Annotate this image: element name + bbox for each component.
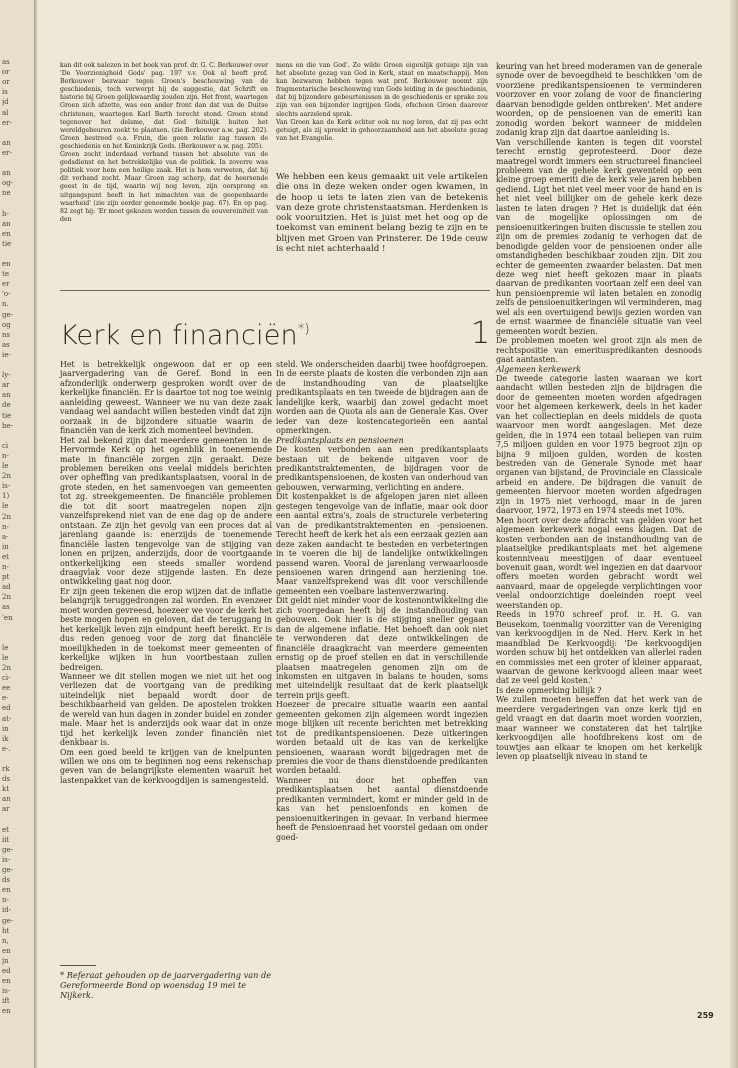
margin-fragment: id- [2, 906, 12, 915]
margin-fragment: en [2, 260, 11, 268]
margin-fragment: er- [2, 148, 12, 157]
margin-fragment: a- [2, 532, 9, 541]
page-number: 259 [697, 1011, 714, 1020]
margin-fragment: er [2, 280, 10, 289]
margin-fragment: ad [2, 583, 11, 592]
page-edge [730, 0, 738, 1068]
margin-fragment: iit [2, 835, 10, 844]
paragraph: Dit geldt niet minder voor de kostenontwikkeling die zich voorgedaan heeft bij de instandhouding van gebouwen. Ook hier is de stijging sneller gegaan dan de algemene inflatie. Het behoeft dan ook niet te verwonderen dat deze ontwikkelingen de financiële draagkracht van meerdere gemeenten ernstig op de proef stellen en dat in verschillende plaatsen maatregelen genomen zijn om de inkomsten en uitgaven in balans te houden, soms met uiteindelijk resultaat dat de kerk plaatselijk terrein prijs geeft. [276, 596, 488, 700]
margin-fragment: ge- [2, 916, 13, 925]
article-title-text: Kerk en financiën [60, 320, 298, 351]
paragraph: Wanneer nu door het opheffen van predikantsplaatsen het aantal dienstdoende predikanten vermindert, komt er minder geld in de kas van het pensioenfonds en komen de pensioenuitkeringen in gevaar. In verband hiermee heeft de Pensioenraad het voorstel gedaan om onder goed- [276, 775, 488, 842]
paragraph: steld. We onderscheiden daarbij twee hoofdgroepen. In de eerste plaats de kosten die verbonden zijn aan de instandhouding van de plaatselijke predikantsplaats en ten tweede de bijdragen aan de landelijke kerk, waarbij dan zowel gedacht moet worden aan de Quota als aan de Generale Kas. Over ieder van deze kostencategorieën een aantal opmerkingen. [276, 360, 488, 436]
margin-fragment: le [2, 653, 9, 662]
paragraph: Hoezeer de precaire situatie waarin een aantal gemeenten gekomen zijn algemeen wordt ingezien moge blijken uit recente berichten met betrekking tot de predikantspensioenen. Deze uitkeringen worden betaald uit de kas van de kerkelijke pensioenen, waaraan wordt bijgedragen met de premies die voor de thans dienstdoende predikanten worden betaald. [276, 700, 488, 776]
title-footnote-marker: *) [297, 322, 310, 337]
margin-fragment: ar [2, 805, 10, 814]
margin-fragment: ie- [2, 350, 11, 359]
margin-fragment: rk [2, 765, 10, 773]
margin-fragment: en [2, 229, 11, 238]
continuation-column-1 [60, 62, 268, 224]
margin-fragment: ht [2, 926, 10, 935]
paragraph: Van Groen kan de Kerk echter ook nu nog leren, dat zij pas echt getuigt, als zij spreekt in gehoorzaamheid aan het absolute gezag van het Evangelie. [276, 118, 488, 142]
margin-fragment: ge- [2, 845, 13, 854]
paragraph: Het zal bekend zijn dat meerdere gemeenten in de Hervormde Kerk op het ogenblik in toenemende mate in financiële zorgen zijn geraakt. Deze problemen bereiken ons veelal middels berichten over opheffing van predikantsplaatsen, vooral in de grote steden, en het samenvoegen van gemeenten tot zg. streekgemeenten. De financiële problemen die tot dit soort maatregelen nopen zijn vanzelfsprekend niet van de ene dag op de andere ontstaan. Ze zijn het gevolg van een proces dat al jarenlang gaande is: enerzijds de toenemende financiële lasten tengevolge van de stijging van lonen en prijzen, anderzijds, door de voortgaande ontkerkelijking een steeds smaller wordend draagvlak voor deze stijgende lasten. En deze ontwikkeling gaat nog door. [60, 435, 272, 587]
margin-fragment: et [2, 552, 9, 561]
margin-fragment: ar [2, 381, 10, 390]
margin-fragment: 'en [2, 613, 13, 622]
margin-fragment: an [2, 795, 11, 804]
article-title [60, 320, 310, 351]
margin-fragment: ci- [2, 674, 11, 683]
margin-fragment: 2n [2, 593, 11, 602]
margin-fragment: e-. [2, 744, 11, 753]
margin-fragment: 2n [2, 664, 11, 672]
margin-fragment: ed [2, 967, 11, 975]
article-column-2 [276, 360, 488, 842]
margin-fragment: n- [2, 563, 9, 571]
margin-fragment: 1) [2, 492, 10, 501]
margin-fragment: ne [2, 189, 11, 198]
margin-fragment: 2n [2, 472, 11, 481]
footnote-divider [60, 965, 96, 966]
margin-fragment: be- [2, 421, 13, 430]
paragraph: Van verschillende kanten is tegen dit voorstel terecht ernstig geprotesteerd. Door deze maatregel wordt immers een structureel financieel probleem van de gehele kerk gewenteld op een kleine groep emeriti die de kerk vele jaren hebben gediend. Ligt het niet veel meer voor de hand en is het niet veel billijker om de gehele kerk deze lasten te laten dragen ? Het is duidelijk dat één van de mogelijke oplossingen om de pensioenuitkeringen buiten discussie te stellen zou zijn om de premies zodanig te verhogen dat de benodigde gelden voor de pensioenen onder alle omstandigheden beschikbaar zouden zijn. Dit zou echter de gemeenten zwaarder belasten. Dat men deze weg niet heeft gekozen maar in plaats daarvan de predikanten voortaan zelf een deel van hun pensioenpremie wil laten betalen en zonodig zelfs de pensioenuitkeringen wil verminderen, mag wel als een overtuigend bewijs gezien worden van de ernst waarmee de financiële situatie van veel gemeenten wordt bezien. [496, 137, 702, 336]
margin-fragment: et [2, 825, 9, 834]
previous-page-margin [0, 0, 35, 1068]
margin-fragment: h- [2, 209, 9, 218]
margin-fragment: og [2, 320, 11, 329]
margin-fragment: 2n [2, 512, 11, 521]
paragraph: De kosten verbonden aan een predikantsplaats bestaan uit de bekende uitgaven voor de predikantstraktementen, de bijdragen voor de predikantspensioenen, de kosten van onderhoud van gebouwen, verwarming, verlichting en andere. [276, 445, 488, 492]
margin-fragment: is- [2, 855, 11, 864]
paragraph: Er zijn geen tekenen die erop wijzen dat de inflatie belangrijk teruggedrongen zal worden. En evenzeer moet worden gevreesd, hoezeer we voor de kerk het beste mogen hopen en geloven, dat de teruggang in het kerkelijk leven zijn eindpunt heeft bereikt. Er is dus reden genoeg voor de zorg dat financiële moeilijkheden in de toekomst meer gemeenten of kerkelijke wijken in hun voortbestaan zullen bedreigen. [60, 586, 272, 672]
margin-fragment: kt [2, 785, 10, 794]
margin-fragment: jd [2, 98, 9, 107]
margin-fragment: en [2, 886, 11, 895]
paragraph: keuring van het breed moderamen van de generale synode over de bevoegdheid te beschikken 'om de voorziene predikantspensioenen te verminderen voorzover en voor zolang de voor de financiering daarvan benodigde gelden ontbreken'. Met andere woorden, op de pensioenen van de emeriti kan zonodig worden bekort wanneer de middelen zodanig krap zijn dat daartoe aanleiding is. [496, 62, 702, 138]
binding-gutter [34, 0, 38, 1068]
margin-fragment: an [2, 138, 11, 147]
margin-fragment: is [2, 88, 8, 97]
margin-fragment: 'o- [2, 290, 11, 299]
margin-fragment: an [2, 219, 11, 228]
margin-fragment: le [2, 462, 9, 470]
paragraph: Om een goed beeld te krijgen van de knelpunten willen we ons om te beginnen nog eens rekenschap geven van de belangrijkste elementen waaruit het lastenpakket van de kerkvoogdijen is samengesteld. [60, 747, 272, 785]
margin-fragment: n- [2, 451, 9, 460]
margin-fragment: as [2, 340, 10, 349]
editorial-intro [276, 172, 488, 254]
margin-fragment: n, [2, 936, 9, 945]
section-subheading: Predikantsplaats en pensioenen [276, 435, 404, 445]
margin-fragment: an [2, 391, 11, 400]
margin-fragment: de [2, 401, 11, 410]
margin-fragment: en [2, 1007, 11, 1016]
margin-fragment: as [2, 58, 10, 66]
intro-paragraph: We hebben een keus gemaakt uit vele artikelen die ons in deze weken onder ogen kwamen, in de hoop u iets te laten zien van de betekenis van deze grote christenstaatsman. Herdenken is ook vooruitzien. Het is juist met het oog op de toekomst van eminent belang bezig te zijn en te blijven met Groen van Prinsterer. De 19de ceuw is echt niet achterhaald ! [276, 172, 488, 255]
part-number: 1 [471, 316, 491, 351]
margin-fragment: in [2, 542, 9, 551]
margin-fragment: er- [2, 118, 12, 127]
margin-fragment: is- [2, 987, 11, 996]
margin-fragment: ik [2, 734, 9, 743]
margin-fragment: ee [2, 684, 11, 693]
margin-fragment: as [2, 603, 10, 612]
margin-fragment: or [2, 68, 10, 77]
margin-fragment: le [2, 643, 9, 652]
margin-fragment: pt [2, 573, 10, 582]
margin-fragment: n- [2, 522, 9, 531]
paragraph: Men hoort over deze afdracht van gelden voor het algemeen kerkewerk nogal eens klagen. Dat de kosten verbonden aan de instandhouding van de plaatselijke predikantsplaats met het algemene kostenniveau meestijgen of daar eventueel bovenuit gaan, wordt wel ingezien en dat daarvoor offers moeten worden gebracht wordt wel aanvaard, maar de opgelegde verplichtingen voor veelal ondoorzichtige doeleinden roept veel weerstanden op. [496, 515, 702, 610]
footnote: * Referaat gehouden op de jaarvergadering van de Gereformeerde Bond op woensdag 19 mei te Nijkerk. [60, 970, 272, 1000]
margin-fragment: n. [2, 300, 9, 309]
paragraph: Het is betrekkelijk ongewoon dat er op een jaarvergadering van de Geref. Bond in een afzonderlijk onderwerp gesproken wordt over de kerkelijke financiën. Er is daartoe tot nog toe weinig aanleiding geweest. Wanneer we nu van deze zaak vandaag wel aandacht willen besteden vindt dat zijn oorzaak in de bijzondere situatie waarin de financiën van de kerk zich momenteel bevinden. [60, 360, 272, 436]
margin-fragment: e- [2, 694, 9, 703]
paragraph: Is deze opmerking billijk ? [496, 685, 602, 695]
paragraph: De problemen moeten wel groot zijn als men de rechtspositie van emerituspredikanten desnoods gaat aantasten. [496, 336, 702, 365]
section-divider [60, 290, 490, 291]
margin-fragment: tie [2, 411, 12, 420]
margin-fragment: n- [2, 896, 9, 905]
margin-fragment: an [2, 169, 11, 178]
margin-fragment: ci [2, 441, 9, 450]
margin-fragment: en [2, 977, 11, 986]
paragraph: Groen zocht inderdaad verband tussen het absolute van de godsdienst en het betrekkelijke van de politiek. In zoverre was politiek voor hem een heilige zaak. Het is hem verweten, dat hij dit verband zocht. Maar Groen zag scherp, dat de heersende geest in de tijd, waarin wij nog leven, zijn oorsprong en uitgangspunt heeft in het minachten van de geopenbaarde waarheid' (zie zijn eerder genoemde boekje pag. 67). En op pag. 82 zegt hij: 'Er moet gekozen worden tussen de souvereiniteit van den [60, 151, 268, 223]
paragraph: Dit kostenpakket is de afgelopen jaren niet alleen gestegen tengevolge van de inflatie, maar ook door een aantal extra's, zoals de structurele verbetering van de predikantstraktementen en -pensioenen. Terecht heeft de kerk het als een eerzaak gezien aan deze zaken aandacht te besteden en verbeteringen in te voeren die bij de landelijke ontwikkelingen passend waren. Vooral de jarenlang verwaarloosde pensioenen waren dringend aan herziening toe. Maar vanzelfsprekend was dit voor verschillende gemeenten een voelbare lastenverzwaring. [276, 492, 488, 596]
paragraph: We zullen moeten beseffen dat het werk van de meerdere vergaderingen van onze kerk tijd en geld vraagt en dat daarin moet worden voorzien, maar wanneer we constateren dat het talrijke kerkvoogdijen alle hoofdbrekens kost om de touwtjes aan elkaar te knopen om het kerkelijk leven op plaatselijk niveau in stand te [496, 695, 702, 762]
margin-fragment: al [2, 108, 9, 117]
section-subheading: Algemeen kerkewerk [496, 364, 582, 374]
paragraph: mens en die van God'. Zo wilde Groen eigenlijk getuige zijn van het absolute gezag van God in Kerk, staat en maatschappij. Men kan bezwaren hebben tegen wat prof. Berkouwer noemt zijn fragmentarische beschouwing van Gods leiding in de geschiedenis, dat bij bijzondere gebeurtenissen in de geschiedenis er sprake zou zijn van een bijzonder ingrijpen Gods, ofschoon Groen daarover slechts aarzelend sprak. [276, 62, 488, 118]
article-column-1 [60, 360, 272, 785]
margin-fragment: ge- [2, 866, 13, 874]
article-column-3 [496, 62, 702, 762]
margin-fragment: tie [2, 239, 12, 248]
margin-fragment: or [2, 78, 10, 87]
margin-fragment: ed [2, 704, 11, 713]
margin-fragment: ge- [2, 310, 13, 319]
margin-fragment: ds [2, 876, 11, 885]
paragraph: Wanneer we dit stellen mogen we niet uit het oog verliezen dat de voortgang van de prediking uiteindelijk niet bepaald wordt door de beschikbaarheid van gelden. De apostelen trokken de wereld van hun dagen in zonder buidel en zonder male. Maar het is anderzijds ook waar dat in onze tijd het kerkelijk leven zonder financiën niet denkbaar is. [60, 671, 272, 748]
paragraph: De tweede categorie lasten waaraan we kort aandacht willen besteden zijn de bijdragen die door de gemeenten moeten worden afgedragen voor het algemeen kerkewerk, deels in het kader van het collectieplan en deels middels de quota waarvoor men wordt aangeslagen. Met deze gelden, die in 1974 een totaal beliepen van ruim 7,5 miljoen gulden en voor 1975 begroot zijn op bijna 9 miljoen gulden, worden de kosten bestreden van de Generale Synode met haar organen van bijstand, de Provinciale en Classicale arbeid en andere. De bijdragen die vanuit de gemeenten hiervoor moeten worden afgedragen zijn in 1975 niet verhoogd, maar in de jaren daarvoor, 1972, 1973 en 1974 steeds met 10%. [496, 373, 702, 516]
margin-fragment: ds [2, 775, 11, 784]
margin-fragment: ift [2, 997, 10, 1006]
margin-fragment: in [2, 724, 9, 733]
paragraph: kan dit ook nalezen in het boek van prof. dr. G. C. Berkouwer over 'De Voorzienigheid Gods' pag. 197 v.v. Ook al heeft prof. Berkouwer bezwaar tegen Groen's beschouwing van de geschiedenis, toch verwerpt hij de suggestie, dat Schrift en historie bij Groen gelijkwaardig zouden zijn. Het front, waartegen Groen zich afzette, was een ander front dan dat van de Duitse christenen, waartegen Karl Barth terecht stond. Groen stond tegenover het deïsme, dat God feitelijk buiten het wereldgebeuren zoekt te plaatsen. (zie Berkouwer a.w. pag. 202). Groen bestreed o.a. Fruin, die geen relatie zag tussen de geschiedenis en het Koninkrijk Gods. (Berkouwer a.w. pag. 205). [60, 62, 268, 150]
margin-fragment: at- [2, 714, 12, 723]
margin-fragment: ns [2, 330, 11, 339]
paragraph: Reeds in 1970 schreef prof. ir. H. G. van Beusekom, toenmalig voorzitter van de Vereniging van kerkvoogdijen in de Ned. Herv. Kerk in het maandblad De Kerkvoogdij: 'De kerkvoogdijen worden schuw bij het ontdekken van allerlei raden en commissies met een groter of kleiner apparaat, waarvan de gewone kerkvoogd alleen maar weet dat ze veel geld kosten.' [496, 610, 702, 686]
margin-fragment: og- [2, 179, 14, 188]
margin-fragment: is- [2, 482, 11, 491]
margin-fragment: te [2, 270, 9, 279]
margin-fragment: le [2, 502, 9, 511]
margin-fragment: en [2, 946, 11, 955]
margin-fragment: ly- [2, 371, 11, 380]
continuation-column-2 [276, 62, 488, 143]
margin-fragment: jn [2, 956, 9, 965]
